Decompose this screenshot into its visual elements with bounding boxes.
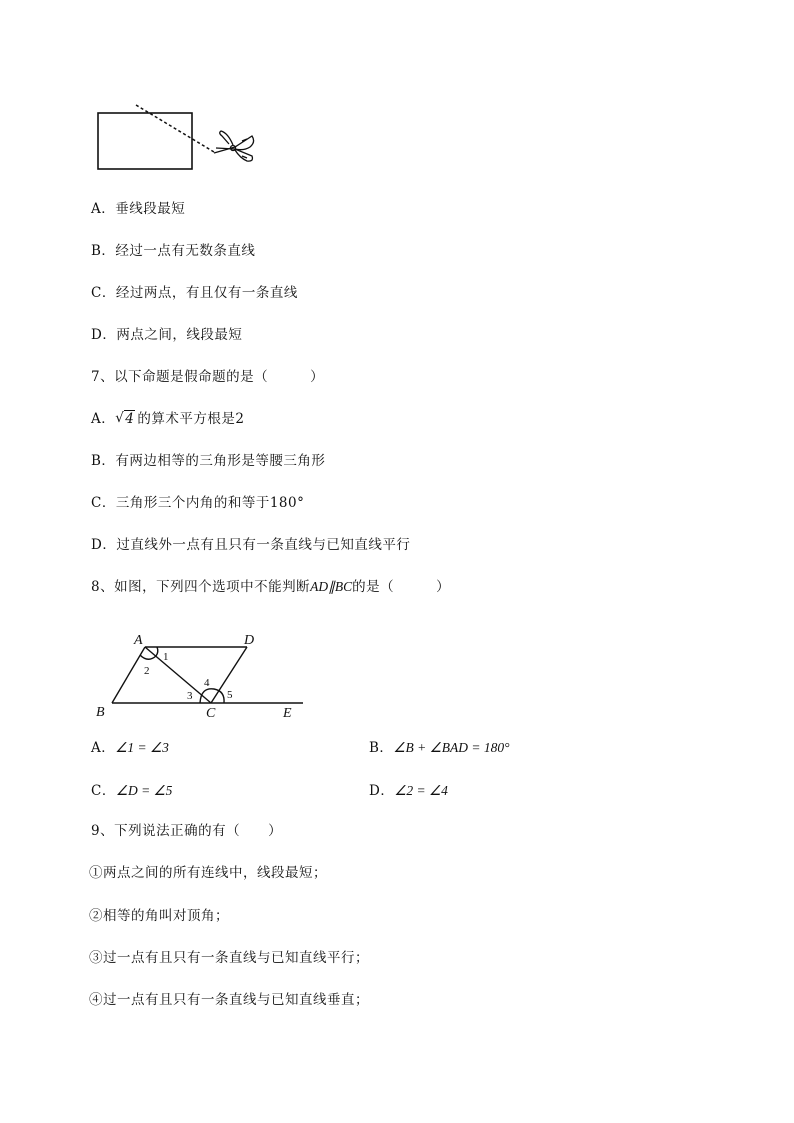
q8-option-c-math: ∠D = ∠5 — [115, 783, 173, 798]
q8-option-a — [91, 738, 169, 758]
q7-stem: 7、以下命题是假命题的是（ ） — [91, 369, 325, 385]
q8-option-b-label: B． — [369, 740, 394, 756]
q8-stem — [91, 577, 450, 597]
q6-option-a: A．垂线段最短 — [91, 201, 186, 217]
q8-option-d — [369, 781, 448, 801]
angle-label-4: 4 — [204, 677, 210, 689]
q6-option-c: C．经过两点，有且仅有一条直线 — [91, 285, 298, 301]
q8-option-c-label: C． — [91, 783, 116, 799]
angle-label-3: 3 — [187, 690, 193, 702]
q9-stem: 9、下列说法正确的有（ ） — [91, 823, 283, 839]
angle-label-2: 2 — [144, 665, 150, 677]
angle-label-5: 5 — [227, 689, 233, 701]
label-e: E — [283, 706, 292, 721]
angle-arc-2 — [140, 655, 156, 659]
q6-option-b: B．经过一点有无数条直线 — [91, 243, 256, 259]
label-c: C — [206, 706, 216, 721]
q9-statement-4: ④过一点有且只有一条直线与已知直线垂直； — [89, 992, 369, 1008]
q8-stem-math: AD∥BC — [310, 579, 353, 594]
parallelogram-figure — [90, 625, 310, 723]
q8-option-c — [91, 781, 172, 801]
q6-option-d: D．两点之间，线段最短 — [91, 327, 243, 343]
sqrt-expression: √ 4 — [115, 410, 135, 427]
q8-option-a-math: ∠1 = ∠3 — [115, 740, 169, 755]
q7-option-d: D．过直线外一点有且只有一条直线与已知直线平行 — [91, 537, 411, 553]
sqrt-radicand: 4 — [125, 411, 135, 427]
q8-option-b — [369, 738, 509, 758]
label-d: D — [244, 633, 255, 648]
q9-statement-2: ②相等的角叫对顶角； — [89, 908, 229, 924]
q7-option-b: B．有两边相等的三角形是等腰三角形 — [91, 453, 326, 469]
paper-rectangle — [98, 113, 192, 169]
label-b: B — [96, 705, 105, 720]
dashed-cut-line — [136, 105, 214, 152]
q7-option-a — [91, 409, 244, 429]
angle-arc-1 — [156, 647, 158, 656]
label-a: A — [134, 633, 143, 648]
q8-option-a-label: A． — [91, 740, 116, 756]
q8-option-d-math: ∠2 = ∠4 — [394, 783, 448, 798]
scissors-icon — [214, 131, 254, 161]
q8-stem-suffix: 的是（ ） — [352, 579, 451, 595]
angle-label-1: 1 — [163, 651, 169, 663]
q7-option-c: C．三角形三个内角的和等于180° — [91, 495, 305, 511]
q9-statement-3: ③过一点有且只有一条直线与已知直线平行； — [89, 950, 369, 966]
q9-statement-1: ①两点之间的所有连线中，线段最短； — [89, 865, 327, 881]
q8-option-b-math: ∠B + ∠BAD = 180° — [393, 740, 510, 755]
q7-option-a-prefix: A． — [91, 411, 116, 427]
q8-stem-prefix: 8、如图，下列四个选项中不能判断 — [91, 579, 311, 595]
segment-ac — [145, 647, 211, 703]
q7-option-a-suffix: 的算术平方根是2 — [137, 411, 245, 427]
q8-option-d-label: D． — [369, 783, 395, 799]
rectangle-cut-figure — [92, 100, 262, 176]
